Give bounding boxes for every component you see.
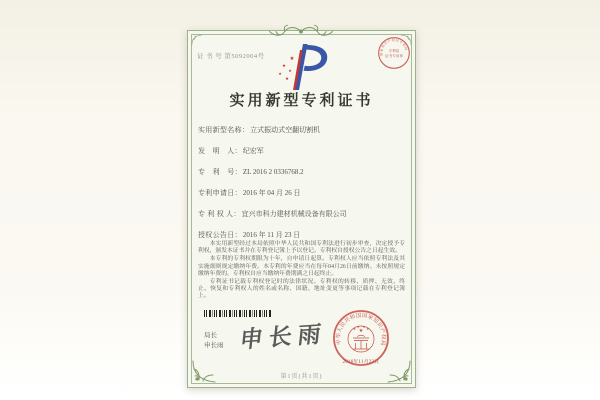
- director-block: [204, 331, 224, 351]
- director-printed-name: 申长雨: [204, 342, 224, 349]
- legal-paragraph-1: 本实用新型经过本局依照中华人民共和国专利法进行初步审查，决定授予专利权，颁发本证书并在专利登记簿上予以登记。专利权自授权公告之日起生效。: [198, 241, 405, 255]
- cnipa-patent-logo-icon: [272, 44, 332, 90]
- field-label: 发 明 人：: [198, 147, 242, 155]
- field-label: 专利申请日：: [198, 189, 242, 197]
- field-label: 专 利 权 人：: [198, 210, 241, 218]
- svg-text:国家知识产权局专利局: 国家知识产权局专利局: [379, 38, 409, 57]
- field-list: [198, 125, 407, 251]
- svg-text:★: ★: [288, 68, 292, 73]
- field-label: 专 利 号：: [198, 168, 242, 176]
- field-grant-date: [198, 230, 407, 238]
- legal-text-block: [198, 241, 405, 302]
- svg-text:★: ★: [284, 76, 290, 81]
- svg-text:★: ★: [353, 328, 356, 331]
- field-value: 纪宏军: [242, 147, 264, 155]
- field-value: 宜兴市科力建材机械设备有限公司: [241, 210, 347, 218]
- certificate-barcode: [204, 310, 272, 317]
- field-invention-name: [198, 125, 407, 133]
- seal-date: 2016年11月23日: [342, 360, 380, 365]
- svg-text:★: ★: [356, 326, 360, 329]
- svg-text:★: ★: [289, 56, 295, 62]
- field-patent-number: [198, 167, 407, 175]
- top-flourish-ornament: [265, 23, 337, 40]
- svg-text:★: ★: [281, 63, 287, 68]
- field-value: 立式振动式空翻切割机: [250, 126, 321, 134]
- legal-paragraph-3: 专利证书记载专利权登记时的法律状况。专利权的转移、质押、无效、终止、恢复和专利权人的姓名或名称、国籍、地址变更等事项记载在专利登记簿上。: [198, 279, 405, 300]
- field-label: 授权公告日：: [198, 231, 242, 239]
- page-number: 第1页(共1页): [280, 374, 323, 380]
- svg-text:★: ★: [358, 329, 364, 334]
- svg-text:专利局: 专利局: [388, 49, 400, 53]
- svg-text:证书专用章: 证书专用章: [385, 54, 403, 58]
- legal-paragraph-2: 本专利的专利权期限为十年，自申请日起算。专利权人应当依照专利法及其实施细则规定缴纳年费。本专利的年费应当在每年04月26日前缴纳。未按照规定缴纳年费的，专利权自应当缴纳年费期满之日起终止。: [198, 256, 405, 277]
- patent-certificate: [187, 30, 416, 388]
- field-patentee: [198, 209, 407, 217]
- field-inventor: [198, 146, 407, 154]
- field-value: 2016 年 11 月 23 日: [242, 231, 301, 239]
- top-left-corner-ornament: [191, 34, 203, 46]
- certificate-number: 证 书 号 第5092004号: [197, 53, 265, 60]
- field-label: 实用新型名称：: [198, 126, 250, 134]
- director-role-label: 局长: [204, 332, 217, 339]
- field-value: ZL 2016 2 0336768.2: [242, 168, 304, 176]
- svg-text:★: ★: [366, 328, 369, 331]
- field-filing-date: [198, 188, 407, 196]
- verification-seal-graphic: [377, 36, 411, 70]
- director-signature: 申长雨: [238, 321, 329, 353]
- svg-text:★: ★: [278, 71, 282, 76]
- svg-text:中华人民共和国国家知识产权局: 中华人民共和国国家知识产权局: [335, 312, 387, 347]
- verification-seal: [377, 36, 411, 70]
- svg-text:★: ★: [362, 326, 366, 329]
- certificate-title: 实用新型专利证书: [229, 93, 374, 109]
- field-value: 2016 年 04 月 26 日: [242, 189, 301, 197]
